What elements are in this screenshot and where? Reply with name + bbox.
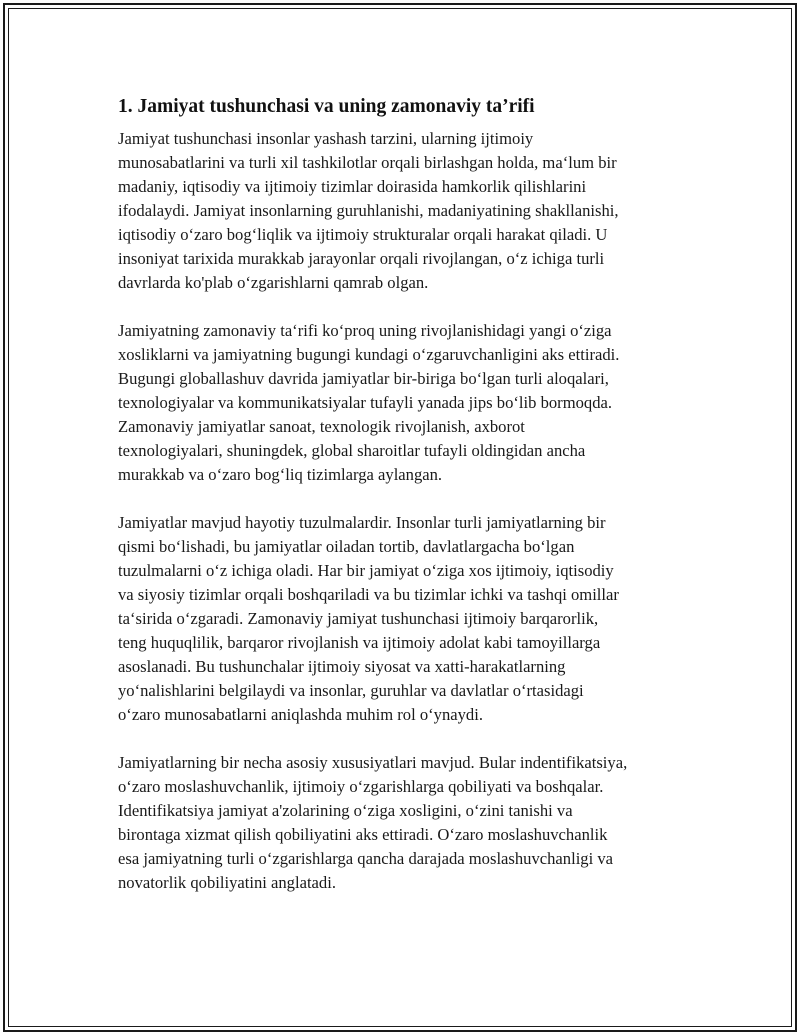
text-line: va siyosiy tizimlar orqali boshqariladi va bu tizimlar ichki va tashqi omillar bbox=[118, 585, 619, 604]
text-line: esa jamiyatning turli oʻzgarishlarga qancha darajada moslashuvchanligi va bbox=[118, 849, 614, 868]
text-line: ifodalaydi. Jamiyat insonlarning guruhlanishi, madaniyatining shakllanishi, bbox=[118, 201, 619, 220]
text-line: Jamiyatlar mavjud hayotiy tuzulmalardir. Insonlar turli jamiyatlarning bir bbox=[118, 513, 606, 532]
text-line: novatorlik qobiliyatini anglatadi. bbox=[118, 873, 336, 892]
text-line: tuzulmalarni oʻz ichiga oladi. Har bir jamiyat oʻziga xos ijtimoiy, iqtisodiy bbox=[118, 561, 614, 580]
text-line: iqtisodiy oʻzaro bogʻliqlik va ijtimoiy strukturalar orqali harakat qiladi. U bbox=[118, 225, 608, 244]
text-line: Jamiyatlarning bir necha asosiy xususiyatlari mavjud. Bular indentifikatsiya, bbox=[118, 753, 628, 772]
text-line: oʻzaro moslashuvchanlik, ijtimoiy oʻzgarishlarga qobiliyati va boshqalar. bbox=[118, 777, 604, 796]
text-line: birontaga xizmat qilish qobiliyatini aks ettiradi. Oʻzaro moslashuvchanlik bbox=[118, 825, 608, 844]
text-line: murakkab va oʻzaro bogʻliq tizimlarga aylangan. bbox=[118, 465, 443, 484]
paragraph-2 bbox=[118, 319, 700, 487]
text-line: texnologiyalari, shuningdek, global sharoitlar tufayli oldingidan ancha bbox=[118, 441, 586, 460]
text-line: Bugungi globallashuv davrida jamiyatlar bir-biriga boʻlgan turli aloqalari, bbox=[118, 369, 609, 388]
text-line: insoniyat tarixida murakkab jarayonlar orqali rivojlangan, oʻz ichiga turli bbox=[118, 249, 605, 268]
text-line: oʻzaro munosabatlarni aniqlashda muhim rol oʻynaydi. bbox=[118, 705, 483, 724]
text-line: taʻsirida oʻzgaradi. Zamonaviy jamiyat tushunchasi ijtimoiy barqarorlik, bbox=[118, 609, 599, 628]
section-heading: 1. Jamiyat tushunchasi va uning zamonaviy ta’rifi bbox=[118, 96, 535, 117]
text-line: teng huquqlilik, barqaror rivojlanish va ijtimoiy adolat kabi tamoyillarga bbox=[118, 633, 601, 652]
text-line: Jamiyatning zamonaviy taʻrifi koʻproq uning rivojlanishidagi yangi oʻziga bbox=[118, 321, 612, 340]
paragraph-1 bbox=[118, 127, 700, 295]
text-line: qismi boʻlishadi, bu jamiyatlar oiladan tortib, davlatlargacha boʻlgan bbox=[118, 537, 575, 556]
paragraph-3 bbox=[118, 511, 700, 727]
text-line: davrlarda ko'plab oʻzgarishlarni qamrab olgan. bbox=[118, 273, 429, 292]
text-line: munosabatlarini va turli xil tashkilotlar orqali birlashgan holda, maʻlum bir bbox=[118, 153, 617, 172]
text-line: xosliklarni va jamiyatning bugungi kundagi oʻzgaruvchanligini aks ettiradi. bbox=[118, 345, 620, 364]
text-line: yoʻnalishlarini belgilaydi va insonlar, guruhlar va davlatlar oʻrtasidagi bbox=[118, 681, 584, 700]
document-content bbox=[118, 94, 700, 919]
text-line: Jamiyat tushunchasi insonlar yashash tarzini, ularning ijtimoiy bbox=[118, 129, 534, 148]
text-line: madaniy, iqtisodiy va ijtimoiy tizimlar doirasida hamkorlik qilishlarini bbox=[118, 177, 587, 196]
text-line: asoslanadi. Bu tushunchalar ijtimoiy siyosat va xatti-harakatlarning bbox=[118, 657, 566, 676]
text-line: Zamonaviy jamiyatlar sanoat, texnologik rivojlanish, axborot bbox=[118, 417, 525, 436]
text-line: texnologiyalar va kommunikatsiyalar tufayli yanada jips boʻlib bormoqda. bbox=[118, 393, 613, 412]
text-line: Identifikatsiya jamiyat a'zolarining oʻziga xosligini, oʻzini tanishi va bbox=[118, 801, 573, 820]
paragraph-4 bbox=[118, 751, 700, 895]
